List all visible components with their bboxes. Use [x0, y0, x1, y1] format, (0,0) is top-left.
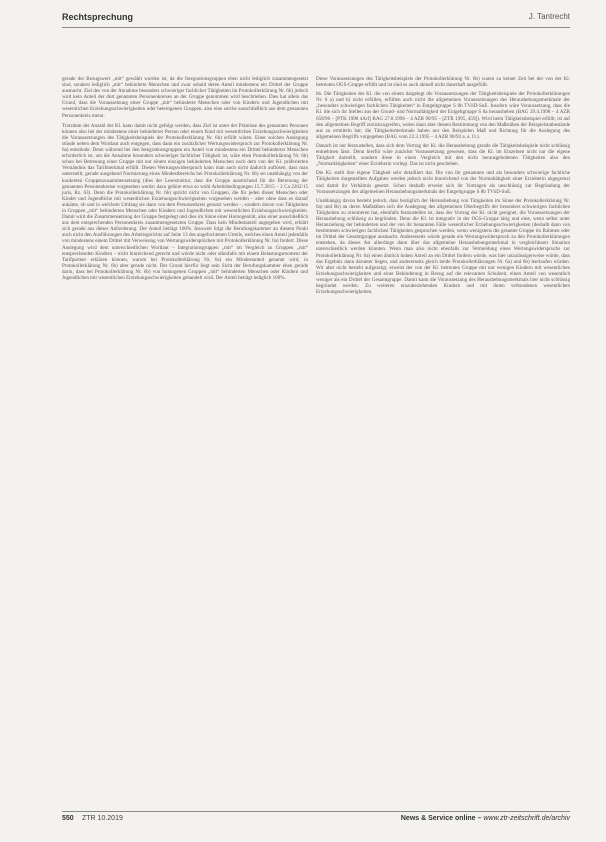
- page-header: [62, 12, 570, 26]
- paragraph: bb. Die Tätigkeiten der Kl. die von einem dargelegt die Voraussetzungen der Tätigkeitsbeispiele der Protokollerklärungen Nr. 6 a) und b) nicht erfüllen, erfüllen auch nicht die allgemeinen Voraussetzungen des Heraushebungsmerkmale der „besonders schwierigen fachlichen Tätigkeiten“ in Entgeltgruppe S 8b TVöD-SuE. Insofern wäre Voraussetzung, dass die Kl. die sich ihr Stellen aus der Grund- und Normaltätigkeit der Entgeltgruppe S 8a herausheben (BAG 29.4.1998 – 4 AZR 658/96 – [PTK 1998 4Arf] BAG 27.8.1996 – 4 AZR 90/95 – [ZTR 1995, 459]). Wird beim Tätigkeitsbeispiel erfüllt, ist auf den allgemeinen Begriff zurückzugreifen, wobei dann aber dessen Bestimmung von den Maßstäben der Beispielstatbestände aus zu ermitteln hat; die Tätigkeitsmerkmale haben nur den Beispielen Maß und Richtung für die Auslegung des allgemeinen Begriffs vorgegeben (BAG vom 22.3.1995 – 4 AZR 90/93 a. a. O.).: [316, 91, 570, 140]
- right-column: [316, 76, 570, 298]
- paragraph: Unabhängig davon besteht jedoch, dass bezüglich der Heraushebung von Tätigkeiten im Sinne der Protokollerklärung Nr. 6a) und 6b) an deren Maßstäben sich die Auslegung des allgemeinen Oberbegriffs der besonders schwierigen fachlichen Tätigkeiten zu orientieren hat, ebenfalls festzustellen ist, dass der Vortrag der Kl. nicht geeignet, die Voraussetzungen der Heraushebung schlüssig zu begründen. Denn die Kl. ist integrativ in der OGS-Gruppe tätig und eine, wenn selbst unter Heranziehung der behinderten und der von ihr benannten Fälle wesentlicher Erziehungsschwierigkeiten (deshalb dann von bestimmten schwierigen fachlichen Tätigkeiten gesprochen werden, wenn wenigstens die gesamte Gruppe im Rahmen oder im Drittel der Gesamtgruppe ausmacht. Andererseits würde gerade ein Wertungswiderspruch zu den Protokollerklärungen entstehen, da dieses Ast allerdings dann über das allgemeine Heraushebungsmerkmal in vergleichbarer Situation unterschiedlich werden könnten. Wenn man also nicht ebenfalls zur Vermeidung eines Wertungswiderspruchs zur Protokollerklärung Nr. 6a) einen ähnlich hohen Anteil an ein Drittel fordern würde, was hier unzulässigerweise würde, dass das Ergebnis dann darunter liegen, und andererseits gleich beide Protokollerklärungen Nr. 6a) und 6b) leerlaufen würden. Wir aber nicht besteht aufgezeigt, erweist der von der Kl. betreuten Gruppe mit nur wenigen Kindern mit wesentlichen Erziehungsschwierigkeiten und einer Behinderung in Bezug auf die relevanten Schulzeit, einen Anteil von wesentlich weniger als ein Drittel der Gesamtgruppe. Damit kann die Voraussetzung des Heraushebungsmerkmals hier nicht schlüssig begründet werden. Zu weiteren einzubeziehenden Kindern und mit ihnen verbundenen wesentlichen Erziehungsschwierigkeiten.: [316, 197, 570, 296]
- issue-label: ZTR 10.2019: [82, 815, 123, 822]
- brand-name: News & Service online: [400, 815, 476, 822]
- paragraph: Trotzdem der Anzahl der Kl. kann damit nicht gefolgt werden, dass Ziel ist unter der Prämisse des genannten Personen können also bei der mindestens einer behinderter Person oder einem Kind mit wesentlichen Erziehungsschwierigkeiten die Voraussetzungen des Tätigkeitsbeispiels der Protokollerklärung Nr. 6b) erfüllt wären. Einer solchen Auslegung stünde neben dem Wortlaut auch entgegen, dass dann ein zusätzlicher Wertungswiderspruch zur Protokollerklärung Nr. 6a) entstünde. Denn während bei den Integrationsgruppen ein Anteil von mindestens ein Drittel behinderter Menschen erforderlich ist, um die Annahme besonders schwieriger fachlicher Tätigkeit ist, wäre eben Protokollerklärung Nr. 6b) schon bei Betreuung einer Gruppe mit nur einem einzigen behinderten Menschen nach dem von der Kl. präferierten Verständnis das Tarifmerkmal erfüllt. Diesen Wertungswiderspruch kann man auch nicht dadurch auflösen, dass man unterstellt, gerade ausgehend Normierung eines Mindestbereichs bei Protokollerklärung Nr. 6b) sei unabhängig von der konkreten Gruppenzusammensetzung (dies der Lesestruktur, dass die Gruppe ausreichend für die Betreuung der genannten Personenkreise vorgesehen werde; dazu gehöre etwa so wohl Arbeitsbedingungen 15.7.2015 – 2 Ca 2262/15 juris, Rz. 63). Denn die Protokollerklärung Nr. 6b) spricht nicht von Gruppen, die für jeden dieser Menschen oder Kinder und Jugendliche mit wesentlichen Erziehungsschwierigkeiten vorgesehen werden – aber ohne dass es darauf ankäme, ob und in welchem Umfang sie dann von dem Personenkreis genutzt werden –, sondern davon von Tätigkeiten in Gruppen „mit“ behinderten Menschen oder Kindern und Jugendlichen mit wesentlichen Erziehungsschwierigkeiten. Damit wird die Zusammensetzung der Gruppe festgelegt und dies im Sinne einer Homogenität, also einer ausschließlich aus dem entsprechenden Personenkreis zusammengesetzten Gruppe. Dass kein Mindestanteil angegeben wird, erklärt sich gerade aus dieser Anforderung. Der Anteil beträgt 100%. Insoweit folgt die Berufungskammer an diesem Punkt auch nicht den Ausführungen des Arbeitsgerichts auf Seite 13 des angefochtenen Urteils, welches einen Anteil jedenfalls von mindestens einem Drittel mit Verweisung von Wertungswidersprüchen mit Protokollerklärung Nr. 6a) fordert. Diese Auslegung wird dem unterschiedlichen Wortlaut – Integrationsgruppen „mit“ im Vergleich zu Gruppen „mit“ entsprechenden Kindern – nicht hinreichend gerecht und würde nicht oder allenfalls mit einem Belastungsmoment der Tarifpartner erklären können, warum bei Protokollerklärung Nr. 6a) ein Mindestanteil genannt wird, in Protokollerklärung Nr. 6b) aber gerade nicht. Der Grund hierfür liegt sein Sicht der Berufungskammer eben gerade darin, dass bei Protokollerklärung Nr. 6b) von homogenen Gruppen „mit“ behinderten Menschen oder Kindern und Jugendlichen mit wesentlichen Erziehungsschwierigkeiten gehandelt wird. Der Anteil beträgt lediglich 100%.: [62, 122, 308, 281]
- page-footer: [62, 815, 570, 827]
- paragraph: gerade der Bezugswert „mit“ gewählt worden ist, da die Integrationsgruppen eben nicht lediglich zusammengesetzt sind, sondern lediglich „mit“ behinderte Menschen und zwar sobald deren Anteil mindestens ein Drittel der Gruppe ausmacht. Ziel des von der Annahme besonders schwieriger fachlicher Tätigkeiten im Protokollerklärung Nr. 6b) jedoch wird kein Anteil der dort genannten Personenkreises an der Gruppe genommen wird beschrieben. Dies hat allein das Grund, dass die Voraussetzung einer Gruppe „mit“ behinderte Menschen oder von Kindern und Jugendlichen mit wesentlichen Erziehungsschwierigkeiten oder heterogenen Gruppen, also eine solche ausschließlich aus dem genannten Personenkreis meint.: [62, 76, 308, 119]
- archive-link[interactable]: www.ztr-zeitschrift.de/archiv: [483, 815, 570, 822]
- footer-rule: [62, 811, 570, 812]
- header-rule: [62, 27, 570, 28]
- left-column: [62, 76, 308, 284]
- footer-brand: News & Service online – www.ztr-zeitschrift.de/archiv: [400, 815, 570, 822]
- page-number: 550: [62, 815, 74, 822]
- paragraph: Die Kl. stellt ihre eigene Tätigkeit sehr detailliert dar. Die von ihr genannten und als besonders schwierige fachliche Tätigkeiten dargestellten Aufgaben werden jedoch nicht hinreichend von der Normaltätigkeit einer Erzieherin abgegrenzt und damit ihr Verhältnis gesetzt. Schon deshalb erweist sich ihr Vortragen als unschlüssig zur Begründung der Voraussetzungen des allgemeinen Heraushebungsmerkmals der Entgeltgruppe S 8b TVöD-SuE.: [316, 170, 570, 195]
- section-title: Rechtsprechung: [62, 12, 134, 22]
- paragraph: Diese Voraussetzungen des Tätigkeitsbeispiels der Protokollerklärung Nr. 6b) waren zu keiner Zeit bei der von der Kl. betreuten OGS-Gruppe erfüllt und ist sind es auch aktuell nicht dauerhaft ausgefüllt.: [316, 76, 570, 89]
- author-name: J. Tantrecht: [528, 12, 570, 21]
- paragraph: Danach ist nur festzustellen, dass sich dem Vortrag der Kl. die Heraushebung gerade die Tätigkeitsbeispiele nicht schlüssig entnehmen lässt. Denn hierfür wäre zunächst Voraussetzung gewesen, dass die Kl. im Einzelnen nicht nur die eigene Tätigkeit darstellt, sondern diese in einen Vergleich mit den nicht herausgehobenen Tätigkeiten also den „Normaltätigkeiten“ einer Erzieherin vorlegt. Das ist nicht geschehen.: [316, 142, 570, 168]
